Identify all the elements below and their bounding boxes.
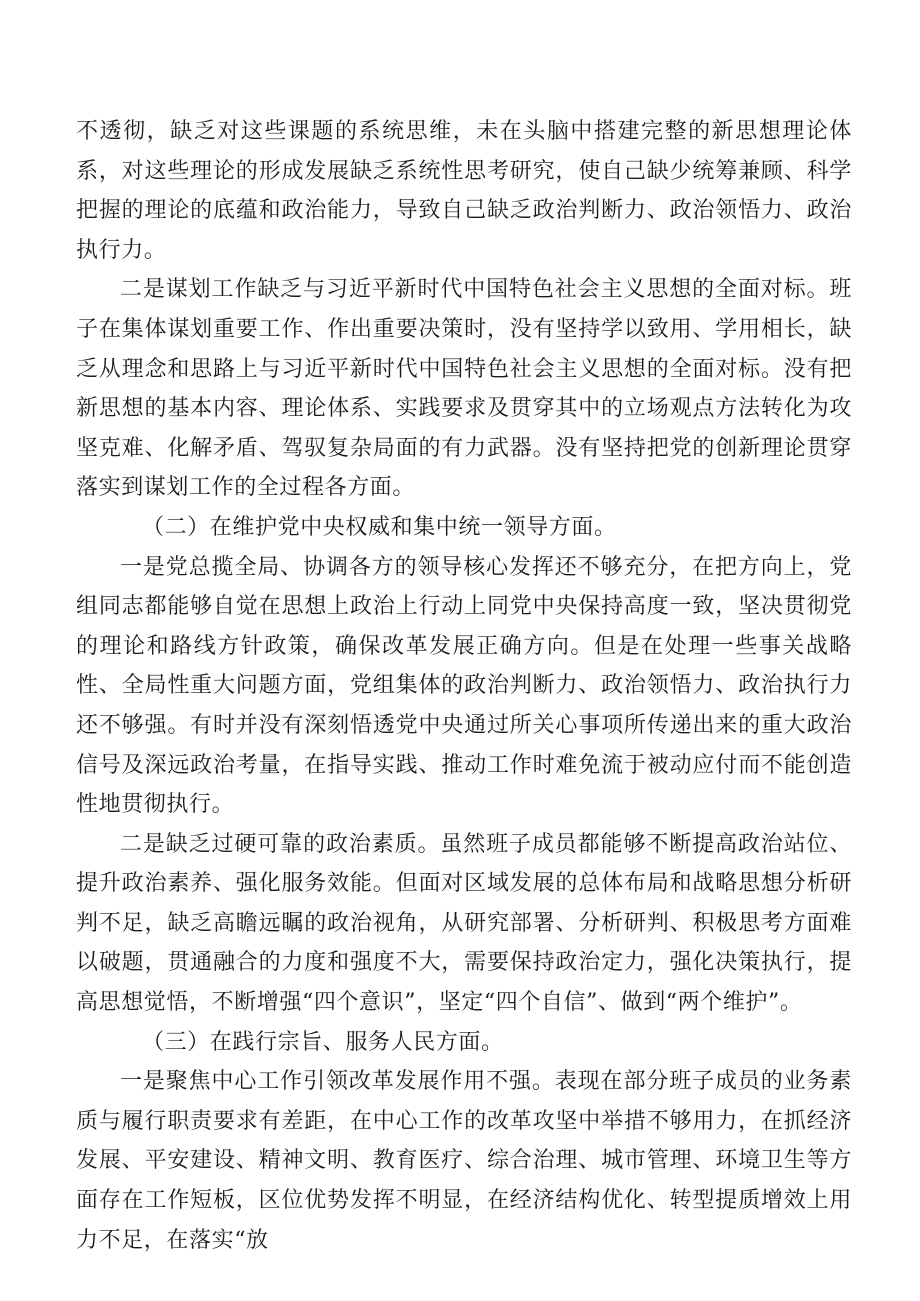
section-heading-2: （二）在维护党中央权威和集中统一领导方面。 (142, 514, 617, 540)
paragraph-continuation: 不透彻，缺乏对这些课题的系统思维，未在头脑中搭建完整的新思想理论体系，对这些理论的形成发展缺乏系统性思考研究，使自己缺少统筹兼顾、科学把握的理论的底蕴和政治能力，导致自己缺乏政治判断力、政治领悟力、政治执行力。 (76, 119, 852, 263)
paragraph-planning-work: 二是谋划工作缺乏与习近平新时代中国特色社会主义思想的全面对标。班子在集体谋划重要工作、作出重要决策时，没有坚持学以致用、学用相长，缺乏从理念和思路上与习近平新时代中国特色社会主义思想的全面对标。没有把新思想的基本内容、理论体系、实践要求及贯穿其中的立场观点方法转化为攻坚克难、化解矛盾、驾驭复杂局面的有力武器。没有坚持把党的创新理论贯穿落实到谋划工作的全过程各方面。 (76, 277, 852, 501)
paragraph-political-quality: 二是缺乏过硬可靠的政治素质。虽然班子成员都能够不断提高政治站位、提升政治素养、强化服务效能。但面对区域发展的总体布局和战略思想分析研判不足，缺乏高瞻远瞩的政治视角，从研究部署、分析研判、积极思考方面难以破题，贯通融合的力度和强度不大，需要保持政治定力，强化决策执行，提高思想觉悟，不断增强“四个意识”，坚定“四个自信”、做到“两个维护”。 (76, 831, 852, 1016)
section-heading-3: （三）在践行宗旨、服务人民方面。 (142, 1029, 504, 1055)
paragraph-leadership-core: 一是党总揽全局、协调各方的领导核心发挥还不够充分，在把方向上，党组同志都能够自觉在思想上政治上行动上同党中央保持高度一致，坚决贯彻党的理论和路线方针政策，确保改革发展正确方向。但是在处理一些事关战略性、全局性重大问题方面，党组集体的政治判断力、政治领悟力、政治执行力还不够强。有时并没有深刻悟透党中央通过所关心事项所传递出来的重大政治信号及深远政治考量，在指导实践、推动工作时难免流于被动应付而不能创造性地贯彻执行。 (76, 554, 852, 818)
document-body (76, 112, 852, 1260)
paragraph-central-work: 一是聚焦中心工作引领改革发展作用不强。表现在部分班子成员的业务素质与履行职责要求有差距，在中心工作的改革攻坚中举措不够用力，在抓经济发展、平安建设、精神文明、教育医疗、综合治理、城市管理、环境卫生等方面存在工作短板，区位优势发挥不明显，在经济结构优化、转型提质增效上用力不足，在落实“放 (76, 1069, 852, 1253)
